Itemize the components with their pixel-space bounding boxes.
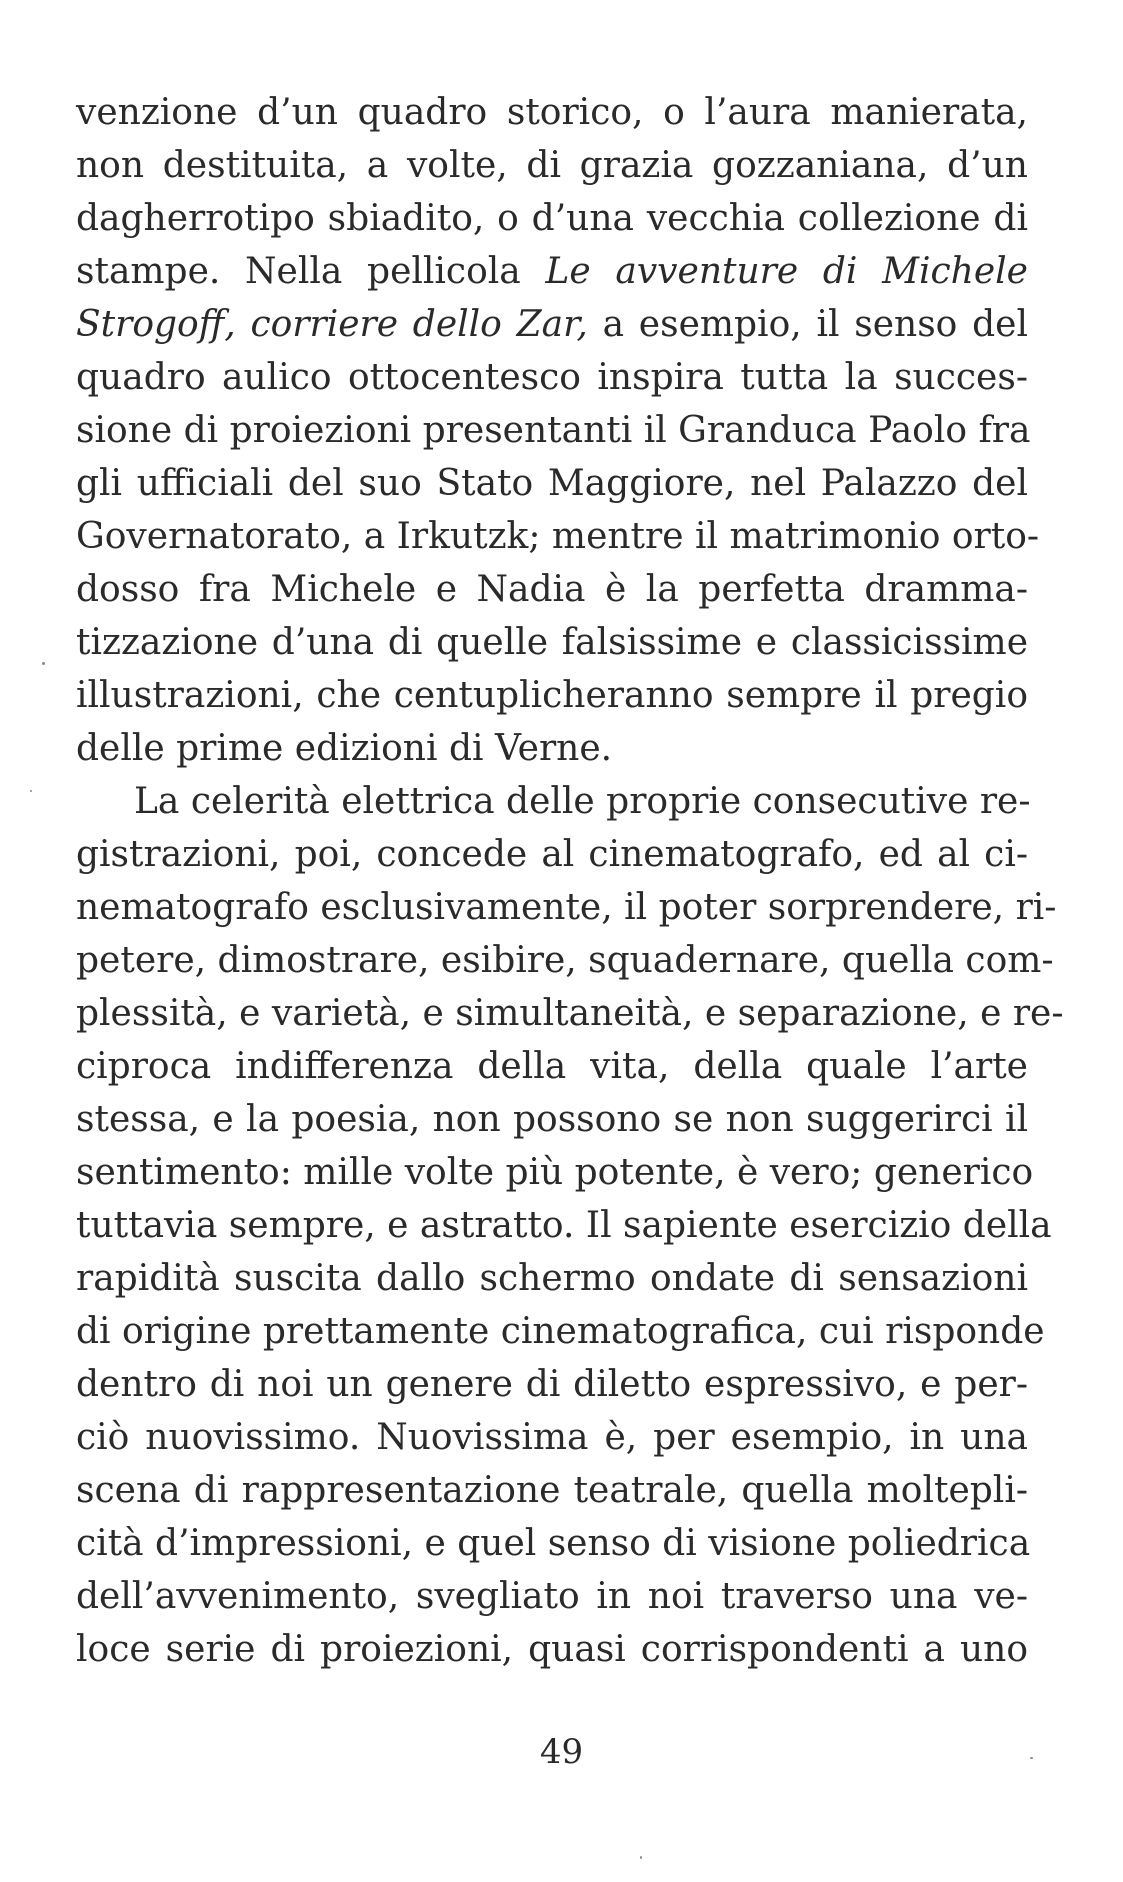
text-line: dell’avvenimento, svegliato in noi traverso una ve- (76, 1576, 1028, 1617)
text-line: quadro aulico ottocentesco inspira tutta la succes- (76, 357, 1028, 398)
body-text (76, 86, 1064, 1676)
text-line: di origine prettamente cinematografica, cui risponde (76, 1311, 1045, 1352)
film-title: Le avventure di Michele (545, 251, 1028, 292)
text-line: La celerità elettrica delle proprie consecutive re- (134, 781, 1031, 822)
text-line: illustrazioni, che centuplicheranno sempre il pregio (76, 675, 1028, 716)
text-line: plessità, e varietà, e simultaneità, e separazione, e re- (76, 993, 1064, 1034)
text-line (76, 298, 1028, 351)
paragraph-2 (76, 775, 1064, 1676)
text-line: gli ufficiali del suo Stato Maggiore, nel Palazzo del (76, 463, 1028, 504)
text-line: scena di rappresentazione teatrale, quella moltepli- (76, 1470, 1028, 1511)
text-line: non destituita, a volte, di grazia gozzaniana, d’un (76, 145, 1028, 186)
paper-speck (42, 662, 45, 665)
text-line: stessa, e la poesia, non possono se non suggerirci il (76, 1099, 1028, 1140)
text-line: tuttavia sempre, e astratto. Il sapiente esercizio della (76, 1205, 1052, 1246)
text-line: dentro di noi un genere di diletto espressivo, e per- (76, 1364, 1028, 1405)
text-line: cità d’impressioni, e quel senso di visione poliedrica (76, 1523, 1031, 1564)
text-line: sentimento: mille volte più potente, è vero; generico (76, 1152, 1034, 1193)
text-line: Governatorato, a Irkutzk; mentre il matrimonio orto- (76, 516, 1040, 557)
text-line: loce serie di proiezioni, quasi corrispondenti a uno (76, 1629, 1028, 1670)
text-segment: a esempio, il senso del (587, 304, 1028, 345)
paper-speck (30, 790, 32, 792)
paragraph-1 (76, 86, 1040, 775)
text-line: ciproca indifferenza della vita, della quale l’arte (76, 1046, 1028, 1087)
text-line: venzione d’un quadro storico, o l’aura manierata, (76, 92, 1028, 133)
text-line: sione di proiezioni presentanti il Granduca Paolo fra (76, 410, 1031, 451)
text-segment: stampe. Nella pellicola (76, 251, 546, 292)
text-line: nematografo esclusivamente, il poter sorprendere, ri- (76, 887, 1057, 928)
text-line: ciò nuovissimo. Nuovissima è, per esempio, in una (76, 1417, 1028, 1458)
text-line: dagherrotipo sbiadito, o d’una vecchia collezione di (76, 198, 1028, 239)
text-line: gistrazioni, poi, concede al cinematografo, ed al ci- (76, 834, 1028, 875)
text-line (76, 245, 1028, 298)
paper-speck (1030, 1757, 1033, 1759)
film-title: Strogoff, corriere dello Zar, (76, 304, 588, 345)
text-line: dosso fra Michele e Nadia è la perfetta dramma- (76, 569, 1028, 610)
text-line: petere, dimostrare, esibire, squadernare, quella com- (76, 940, 1054, 981)
paper-speck (640, 1856, 642, 1859)
text-line: rapidità suscita dallo schermo ondate di sensazioni (76, 1258, 1028, 1299)
page-number: 49 (539, 1732, 584, 1772)
text-line: tizzazione d’una di quelle falsissime e classicissime (76, 622, 1028, 663)
text-line: delle prime edizioni di Verne. (76, 728, 613, 769)
